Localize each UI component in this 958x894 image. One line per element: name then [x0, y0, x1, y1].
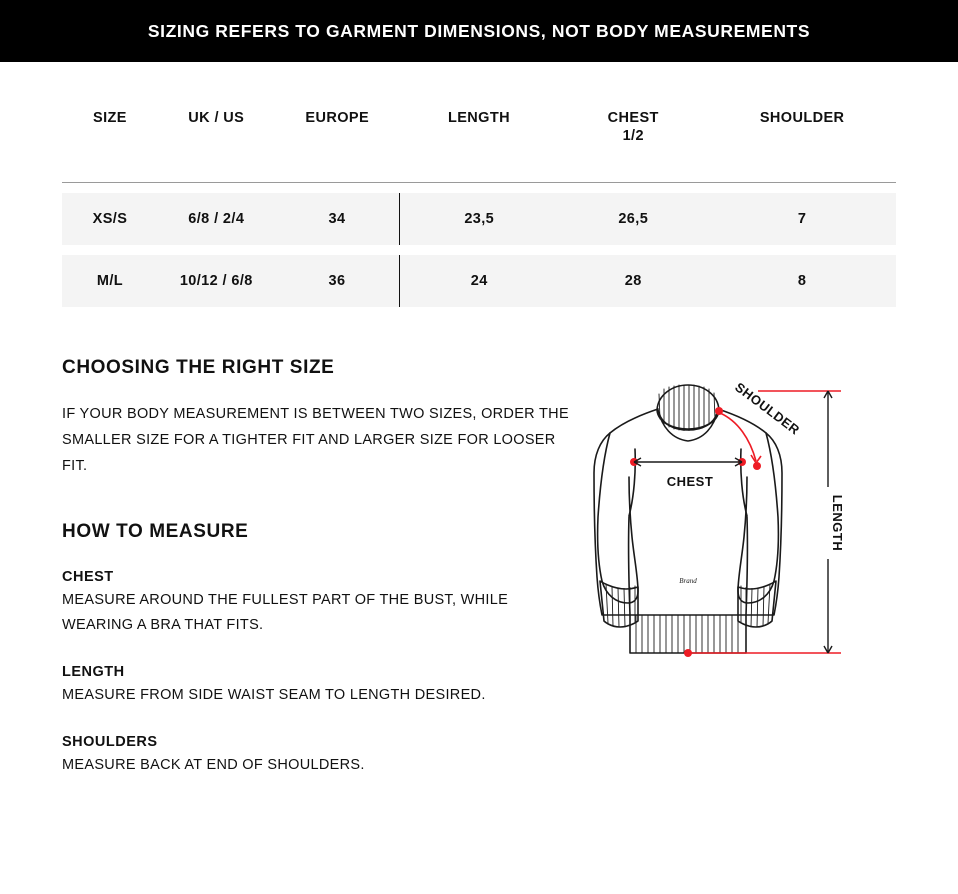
banner-title: SIZING REFERS TO GARMENT DIMENSIONS, NOT BODY MEASUREMENTS [147, 20, 811, 41]
column-header-shoulder-label: SHOULDER [759, 110, 845, 126]
column-header-length [400, 98, 558, 154]
size-table-body [62, 183, 896, 307]
measure-item-length [62, 664, 582, 708]
cell-chest: 26,5 [558, 193, 708, 245]
column-header-chest [558, 98, 708, 154]
column-header-length-label: LENGTH [447, 110, 510, 126]
size-table-head [62, 98, 896, 183]
choosing-size-body: IF YOUR BODY MEASUREMENT IS BETWEEN TWO SIZES, ORDER THE SMALLER SIZE FOR A TIGHTER FIT AND LARGER SIZE FOR LOOSER FIT. [62, 406, 569, 474]
measure-item-shoulders [62, 734, 582, 778]
column-header-size-label: SIZE [93, 110, 127, 126]
column-header-chest-sublabel: 1/2 [622, 128, 644, 144]
garment-illustration [592, 377, 912, 712]
cell-size: M/L [62, 255, 158, 307]
column-header-chest-label: CHEST [607, 110, 659, 126]
cell-europe: 34 [275, 193, 400, 245]
cell-ukus: 10/12 / 6/8 [158, 255, 275, 307]
column-header-ukus-label: UK / US [188, 110, 245, 126]
brand-mark: Brand [679, 577, 697, 585]
instructions-column [62, 357, 582, 778]
cell-size: XS/S [62, 193, 158, 245]
column-header-europe-label: EUROPE [305, 110, 370, 126]
table-header-divider [62, 154, 896, 183]
how-to-measure-heading: HOW TO MEASURE [62, 521, 249, 542]
column-header-size [62, 98, 158, 154]
table-header-row [62, 98, 896, 154]
cell-shoulder: 7 [708, 193, 896, 245]
cell-ukus: 6/8 / 2/4 [158, 193, 275, 245]
cell-length: 24 [400, 255, 558, 307]
measure-item-shoulders-title: SHOULDERS [62, 734, 158, 750]
illustration-column [582, 357, 896, 778]
table-row [62, 255, 896, 307]
table-header-divider-cell [62, 154, 896, 183]
measure-item-chest-body: MEASURE AROUND THE FULLEST PART OF THE BUST, WHILE WEARING A BRA THAT FITS. [62, 592, 509, 633]
cell-europe: 36 [275, 255, 400, 307]
table-spacer-row [62, 183, 896, 193]
table-spacer-cell [62, 245, 896, 255]
table-spacer-cell [62, 183, 896, 193]
measure-item-chest [62, 569, 582, 638]
measure-item-length-title: LENGTH [62, 664, 125, 680]
sweater-outline [594, 385, 782, 653]
cell-chest: 28 [558, 255, 708, 307]
cell-shoulder: 8 [708, 255, 896, 307]
length-label: LENGTH [830, 494, 845, 552]
table-spacer-row [62, 245, 896, 255]
choosing-size-heading: CHOOSING THE RIGHT SIZE [62, 357, 335, 378]
cell-length: 23,5 [400, 193, 558, 245]
size-table-container [0, 98, 958, 307]
marker-shoulder-bottom [753, 462, 761, 470]
lower-content [0, 357, 958, 778]
size-table [62, 98, 896, 307]
table-row [62, 193, 896, 245]
chest-label: CHEST [666, 474, 714, 489]
measure-item-length-body: MEASURE FROM SIDE WAIST SEAM TO LENGTH DESIRED. [62, 687, 486, 703]
shoulder-label: SHOULDER [732, 379, 803, 438]
header-banner [0, 0, 958, 62]
column-header-shoulder [708, 98, 896, 154]
chest-measure-line [634, 458, 742, 466]
measure-item-shoulders-body: MEASURE BACK AT END OF SHOULDERS. [62, 757, 365, 773]
measure-item-chest-title: CHEST [62, 569, 114, 585]
column-header-ukus [158, 98, 275, 154]
sweater-diagram-svg [592, 377, 912, 707]
column-header-europe [275, 98, 400, 154]
